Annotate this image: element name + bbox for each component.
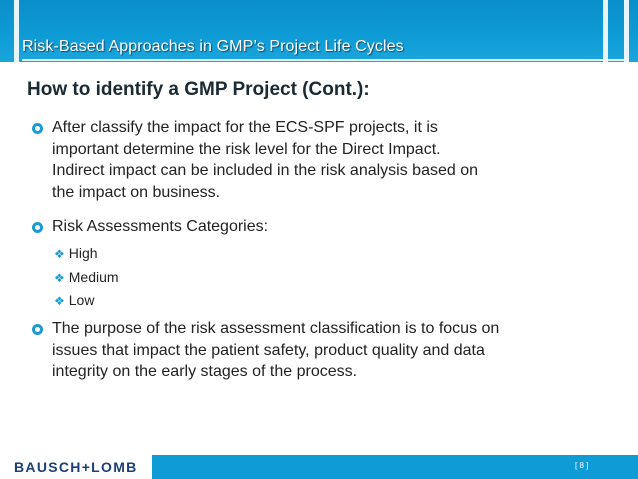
- bullet-icon: [32, 222, 43, 233]
- text-line: Indirect impact can be included in the risk analysis based on: [52, 162, 479, 179]
- header-stripe: [624, 0, 629, 62]
- slide-header: [0, 0, 638, 62]
- slide-title: Risk-Based Approaches in GMP’s Project Life Cycles: [22, 38, 404, 55]
- text-line: important determine the risk level for the Direct Impact.: [52, 140, 441, 158]
- category-label: Low: [68, 292, 95, 308]
- bullet-icon: [32, 123, 43, 134]
- category-item-medium: [54, 269, 119, 285]
- category-label: High: [68, 245, 98, 261]
- category-item-high: [54, 245, 98, 261]
- company-logo: BAUSCH+LOMB: [14, 459, 138, 475]
- text-line: After classify the impact for the ECS-SPF projects, it is: [52, 119, 438, 136]
- text-line: The purpose of the risk assessment classification is to focus on: [52, 320, 500, 337]
- header-stripe: [603, 0, 608, 62]
- diamond-bullet-icon: ❖: [54, 271, 65, 285]
- text-line: the impact on business.: [52, 183, 221, 201]
- title-underline: [22, 59, 624, 61]
- bullet-paragraph-2: [52, 216, 612, 238]
- text-line: Risk Assessments Categories:: [52, 218, 269, 235]
- bullet-icon: [32, 324, 43, 335]
- bullet-paragraph-1: [52, 117, 612, 203]
- header-stripe: [14, 0, 19, 62]
- diamond-bullet-icon: ❖: [54, 247, 65, 261]
- category-label: Medium: [68, 269, 119, 285]
- text-line: integrity on the early stages of the process.: [52, 363, 358, 380]
- page-number: [ 8 ]: [575, 461, 589, 470]
- bullet-paragraph-3: [52, 318, 612, 383]
- category-item-low: [54, 292, 94, 308]
- diamond-bullet-icon: ❖: [54, 294, 65, 308]
- section-heading: How to identify a GMP Project (Cont.):: [27, 79, 370, 100]
- text-line: issues that impact the patient safety, product quality and data: [52, 341, 485, 359]
